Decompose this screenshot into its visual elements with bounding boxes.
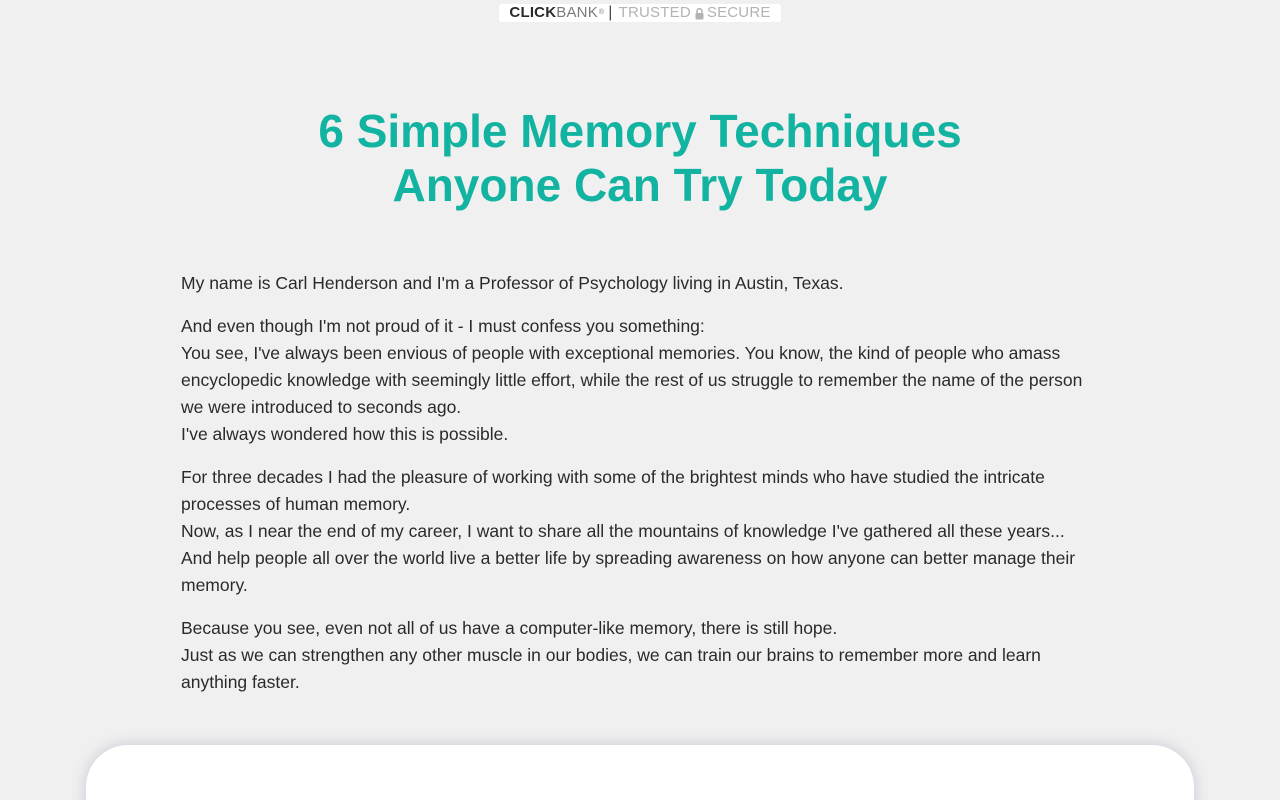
article-line: My name is Carl Henderson and I'm a Professor of Psychology living in Austin, Texas. — [181, 273, 844, 293]
secure-label: SECURE — [706, 4, 771, 21]
page-title-line-1: 6 Simple Memory Techniques — [318, 105, 962, 157]
page-title-line-2: Anyone Can Try Today — [392, 159, 888, 211]
article-line: Because you see, even not all of us have a computer-like memory, there is still hope. — [181, 618, 838, 638]
article-line: Just as we can strengthen any other muscle in our bodies, we can train our brains to remember more and learn anything faster. — [181, 645, 1041, 692]
clickbank-logo-light: BANK — [556, 4, 598, 21]
clickbank-trust-badge — [499, 4, 781, 22]
clickbank-logo-bold: CLICK — [509, 4, 557, 21]
article-line: For three decades I had the pleasure of working with some of the brightest minds who have studied the intricate processes of human memory. — [181, 467, 1045, 514]
page-title — [0, 104, 1280, 212]
article-line: And help people all over the world live a better life by spreading awareness on how anyone can better manage their memory. — [181, 548, 1076, 595]
article-paragraph — [181, 270, 1101, 297]
article-line: You see, I've always been envious of people with exceptional memories. You know, the kind of people who amass encyclopedic knowledge with seemingly little effort, while the rest of us struggle to remember the name of the person we were introduced to seconds ago. — [181, 343, 1083, 417]
registered-mark: ® — [598, 9, 605, 16]
badge-separator: | — [608, 4, 613, 21]
article-line: Now, as I near the end of my career, I want to share all the mountains of knowledge I've gathered all these years... — [181, 521, 1065, 541]
lock-icon — [695, 6, 704, 20]
article-paragraph — [181, 313, 1101, 448]
trusted-label: TRUSTED — [618, 4, 691, 21]
article-line: I've always wondered how this is possible. — [181, 424, 509, 444]
article-paragraph — [181, 615, 1101, 696]
article-paragraph — [181, 464, 1101, 599]
article-line: And even though I'm not proud of it - I must confess you something: — [181, 316, 705, 336]
content-card — [86, 745, 1194, 800]
article-body — [181, 270, 1101, 712]
